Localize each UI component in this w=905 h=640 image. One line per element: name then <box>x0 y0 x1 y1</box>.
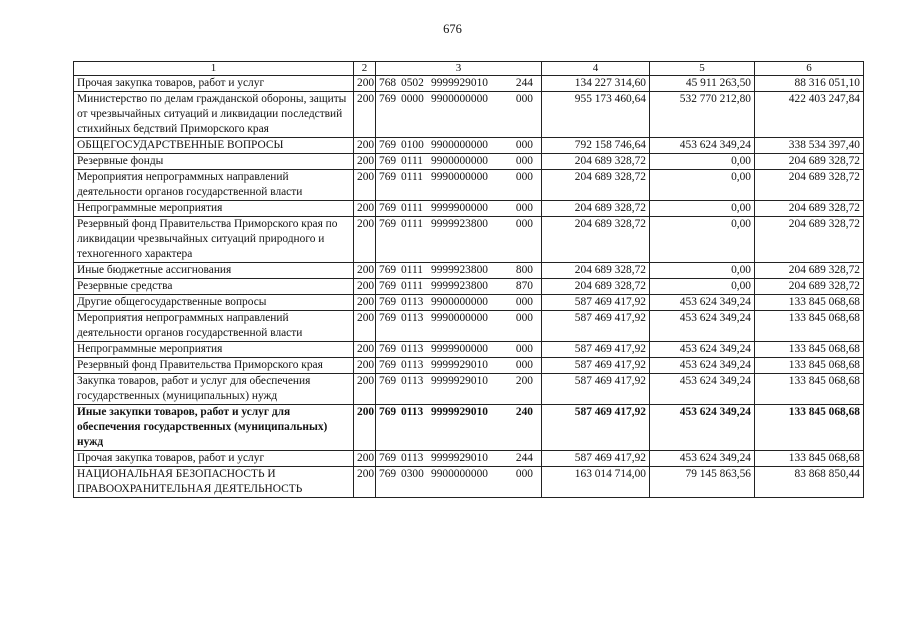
amount-col4: 163 014 714,00 <box>542 467 650 498</box>
target-item-code: 9999900000 <box>431 202 488 214</box>
amount-col4: 587 469 417,92 <box>542 311 650 342</box>
amount-col6: 204 689 328,72 <box>755 279 864 295</box>
expense-type-code: 000 <box>515 296 533 308</box>
amount-col6: 204 689 328,72 <box>755 217 864 263</box>
dept-code: 769 <box>379 468 397 480</box>
section-code: 0113 <box>401 406 424 418</box>
row-code: 200 <box>354 76 376 92</box>
expense-type-code: 000 <box>515 312 533 324</box>
table-row <box>74 92 864 138</box>
amount-col5: 453 624 349,24 <box>650 311 755 342</box>
target-item-code: 9999929010 <box>431 359 488 371</box>
row-code: 200 <box>354 405 376 451</box>
row-name: Резервные средства <box>74 279 354 295</box>
table-row <box>74 467 864 498</box>
amount-col6: 133 845 068,68 <box>755 358 864 374</box>
header-cell: 4 <box>542 62 650 76</box>
table-row <box>74 311 864 342</box>
amount-col4: 587 469 417,92 <box>542 358 650 374</box>
row-code: 200 <box>354 358 376 374</box>
section-code: 0113 <box>401 343 424 355</box>
dept-code: 769 <box>379 343 397 355</box>
row-name: Министерство по делам гражданской обороны, защиты от чрезвычайных ситуаций и ликвидации последствий стихийных бедствий Приморского края <box>74 92 354 138</box>
section-code: 0113 <box>401 375 424 387</box>
amount-col5: 453 624 349,24 <box>650 374 755 405</box>
amount-col5: 453 624 349,24 <box>650 405 755 451</box>
dept-code: 769 <box>379 264 397 276</box>
row-classification <box>376 170 542 201</box>
amount-col6: 133 845 068,68 <box>755 342 864 358</box>
header-row <box>74 62 864 76</box>
header-cell: 5 <box>650 62 755 76</box>
section-code: 0111 <box>401 202 423 214</box>
amount-col5: 0,00 <box>650 170 755 201</box>
expense-type-code: 200 <box>515 375 533 387</box>
dept-code: 769 <box>379 202 397 214</box>
amount-col5: 453 624 349,24 <box>650 451 755 467</box>
dept-code: 769 <box>379 218 397 230</box>
dept-code: 769 <box>379 312 397 324</box>
expense-type-code: 800 <box>515 264 533 276</box>
row-name: Иные бюджетные ассигнования <box>74 263 354 279</box>
row-classification <box>376 217 542 263</box>
amount-col4: 587 469 417,92 <box>542 374 650 405</box>
row-name: Непрограммные мероприятия <box>74 201 354 217</box>
amount-col5: 79 145 863,56 <box>650 467 755 498</box>
target-item-code: 9999923800 <box>431 264 488 276</box>
target-item-code: 9900000000 <box>431 139 488 151</box>
amount-col5: 0,00 <box>650 201 755 217</box>
amount-col4: 204 689 328,72 <box>542 170 650 201</box>
expense-type-code: 000 <box>515 218 533 230</box>
row-code: 200 <box>354 311 376 342</box>
amount-col4: 204 689 328,72 <box>542 154 650 170</box>
dept-code: 768 <box>379 77 397 89</box>
row-name: Другие общегосударственные вопросы <box>74 295 354 311</box>
target-item-code: 9999923800 <box>431 218 488 230</box>
target-item-code: 9999929010 <box>431 406 488 418</box>
table-row <box>74 154 864 170</box>
row-name: Прочая закупка товаров, работ и услуг <box>74 76 354 92</box>
dept-code: 769 <box>379 280 397 292</box>
row-classification <box>376 76 542 92</box>
row-classification <box>376 451 542 467</box>
target-item-code: 9999929010 <box>431 375 488 387</box>
table-row <box>74 451 864 467</box>
section-code: 0113 <box>401 296 424 308</box>
row-name: ОБЩЕГОСУДАРСТВЕННЫЕ ВОПРОСЫ <box>74 138 354 154</box>
row-classification <box>376 405 542 451</box>
expense-type-code: 000 <box>515 139 533 151</box>
expense-type-code: 000 <box>515 202 533 214</box>
amount-col5: 453 624 349,24 <box>650 342 755 358</box>
table-row <box>74 279 864 295</box>
row-classification <box>376 342 542 358</box>
row-code: 200 <box>354 170 376 201</box>
row-name: НАЦИОНАЛЬНАЯ БЕЗОПАСНОСТЬ И ПРАВООХРАНИТЕЛЬНАЯ ДЕЯТЕЛЬНОСТЬ <box>74 467 354 498</box>
dept-code: 769 <box>379 375 397 387</box>
target-item-code: 9990000000 <box>431 312 488 324</box>
target-item-code: 9900000000 <box>431 93 488 105</box>
row-code: 200 <box>354 217 376 263</box>
row-classification <box>376 374 542 405</box>
amount-col6: 133 845 068,68 <box>755 374 864 405</box>
amount-col5: 453 624 349,24 <box>650 138 755 154</box>
amount-col4: 134 227 314,60 <box>542 76 650 92</box>
row-classification <box>376 311 542 342</box>
target-item-code: 9999929010 <box>431 452 488 464</box>
row-classification <box>376 263 542 279</box>
expense-type-code: 000 <box>515 93 533 105</box>
dept-code: 769 <box>379 406 397 418</box>
target-item-code: 9990000000 <box>431 171 488 183</box>
amount-col6: 133 845 068,68 <box>755 405 864 451</box>
expense-type-code: 244 <box>515 452 533 464</box>
row-classification <box>376 467 542 498</box>
row-code: 200 <box>354 374 376 405</box>
target-item-code: 9900000000 <box>431 296 488 308</box>
expense-type-code: 870 <box>515 280 533 292</box>
amount-col6: 338 534 397,40 <box>755 138 864 154</box>
row-name: Иные закупки товаров, работ и услуг для обеспечения государственных (муниципальных) нужд <box>74 405 354 451</box>
expense-type-code: 000 <box>515 468 533 480</box>
section-code: 0502 <box>401 77 424 89</box>
row-classification <box>376 154 542 170</box>
amount-col4: 587 469 417,92 <box>542 342 650 358</box>
amount-col5: 45 911 263,50 <box>650 76 755 92</box>
expense-type-code: 000 <box>515 343 533 355</box>
amount-col4: 792 158 746,64 <box>542 138 650 154</box>
amount-col4: 587 469 417,92 <box>542 295 650 311</box>
row-code: 200 <box>354 451 376 467</box>
amount-col4: 587 469 417,92 <box>542 405 650 451</box>
expense-type-code: 000 <box>515 171 533 183</box>
row-code: 200 <box>354 92 376 138</box>
target-item-code: 9900000000 <box>431 155 488 167</box>
row-code: 200 <box>354 154 376 170</box>
amount-col4: 204 689 328,72 <box>542 263 650 279</box>
row-name: Резервный фонд Правительства Приморского края по ликвидации чрезвычайных ситуаций природного и техногенного характера <box>74 217 354 263</box>
expense-type-code: 000 <box>515 155 533 167</box>
amount-col4: 587 469 417,92 <box>542 451 650 467</box>
dept-code: 769 <box>379 93 397 105</box>
table-row <box>74 358 864 374</box>
expense-type-code: 240 <box>515 406 533 418</box>
table-row <box>74 170 864 201</box>
section-code: 0100 <box>401 139 424 151</box>
table-row <box>74 263 864 279</box>
header-cell: 2 <box>354 62 376 76</box>
section-code: 0000 <box>401 93 424 105</box>
row-code: 200 <box>354 467 376 498</box>
table-row <box>74 138 864 154</box>
table-row <box>74 374 864 405</box>
amount-col6: 133 845 068,68 <box>755 295 864 311</box>
section-code: 0111 <box>401 218 423 230</box>
dept-code: 769 <box>379 296 397 308</box>
amount-col6: 133 845 068,68 <box>755 311 864 342</box>
page-number: 676 <box>443 22 462 36</box>
amount-col6: 133 845 068,68 <box>755 451 864 467</box>
amount-col4: 204 689 328,72 <box>542 279 650 295</box>
expense-type-code: 244 <box>515 77 533 89</box>
section-code: 0113 <box>401 452 424 464</box>
row-classification <box>376 201 542 217</box>
table-row <box>74 217 864 263</box>
row-name: Прочая закупка товаров, работ и услуг <box>74 451 354 467</box>
amount-col6: 204 689 328,72 <box>755 263 864 279</box>
row-name: Мероприятия непрограммных направлений деятельности органов государственной власти <box>74 170 354 201</box>
amount-col5: 532 770 212,80 <box>650 92 755 138</box>
row-name: Резервный фонд Правительства Приморского края <box>74 358 354 374</box>
header-cell: 3 <box>376 62 542 76</box>
amount-col5: 453 624 349,24 <box>650 295 755 311</box>
row-name: Мероприятия непрограммных направлений деятельности органов государственной власти <box>74 311 354 342</box>
section-code: 0113 <box>401 312 424 324</box>
target-item-code: 9900000000 <box>431 468 488 480</box>
amount-col4: 955 173 460,64 <box>542 92 650 138</box>
row-classification <box>376 295 542 311</box>
amount-col5: 0,00 <box>650 154 755 170</box>
amount-col6: 204 689 328,72 <box>755 201 864 217</box>
row-code: 200 <box>354 342 376 358</box>
target-item-code: 9999929010 <box>431 77 488 89</box>
amount-col5: 0,00 <box>650 279 755 295</box>
amount-col5: 453 624 349,24 <box>650 358 755 374</box>
target-item-code: 9999900000 <box>431 343 488 355</box>
dept-code: 769 <box>379 359 397 371</box>
row-code: 200 <box>354 263 376 279</box>
table-row <box>74 405 864 451</box>
amount-col6: 422 403 247,84 <box>755 92 864 138</box>
row-code: 200 <box>354 279 376 295</box>
section-code: 0111 <box>401 171 423 183</box>
row-classification <box>376 92 542 138</box>
row-name: Закупка товаров, работ и услуг для обеспечения государственных (муниципальных) нужд <box>74 374 354 405</box>
section-code: 0111 <box>401 155 423 167</box>
row-classification <box>376 279 542 295</box>
row-classification <box>376 358 542 374</box>
dept-code: 769 <box>379 171 397 183</box>
expense-type-code: 000 <box>515 359 533 371</box>
row-classification <box>376 138 542 154</box>
table-row <box>74 76 864 92</box>
dept-code: 769 <box>379 155 397 167</box>
amount-col6: 88 316 051,10 <box>755 76 864 92</box>
amount-col6: 204 689 328,72 <box>755 154 864 170</box>
amount-col6: 83 868 850,44 <box>755 467 864 498</box>
header-cell: 1 <box>74 62 354 76</box>
row-name: Резервные фонды <box>74 154 354 170</box>
amount-col5: 0,00 <box>650 263 755 279</box>
row-code: 200 <box>354 295 376 311</box>
table-row <box>74 295 864 311</box>
table-row <box>74 201 864 217</box>
section-code: 0113 <box>401 359 424 371</box>
dept-code: 769 <box>379 139 397 151</box>
section-code: 0111 <box>401 264 423 276</box>
row-code: 200 <box>354 138 376 154</box>
row-name: Непрограммные мероприятия <box>74 342 354 358</box>
table-row <box>74 342 864 358</box>
row-code: 200 <box>354 201 376 217</box>
amount-col5: 0,00 <box>650 217 755 263</box>
amount-col6: 204 689 328,72 <box>755 170 864 201</box>
section-code: 0300 <box>401 468 424 480</box>
section-code: 0111 <box>401 280 423 292</box>
amount-col4: 204 689 328,72 <box>542 201 650 217</box>
target-item-code: 9999923800 <box>431 280 488 292</box>
dept-code: 769 <box>379 452 397 464</box>
budget-table <box>73 61 864 498</box>
header-cell: 6 <box>755 62 864 76</box>
amount-col4: 204 689 328,72 <box>542 217 650 263</box>
